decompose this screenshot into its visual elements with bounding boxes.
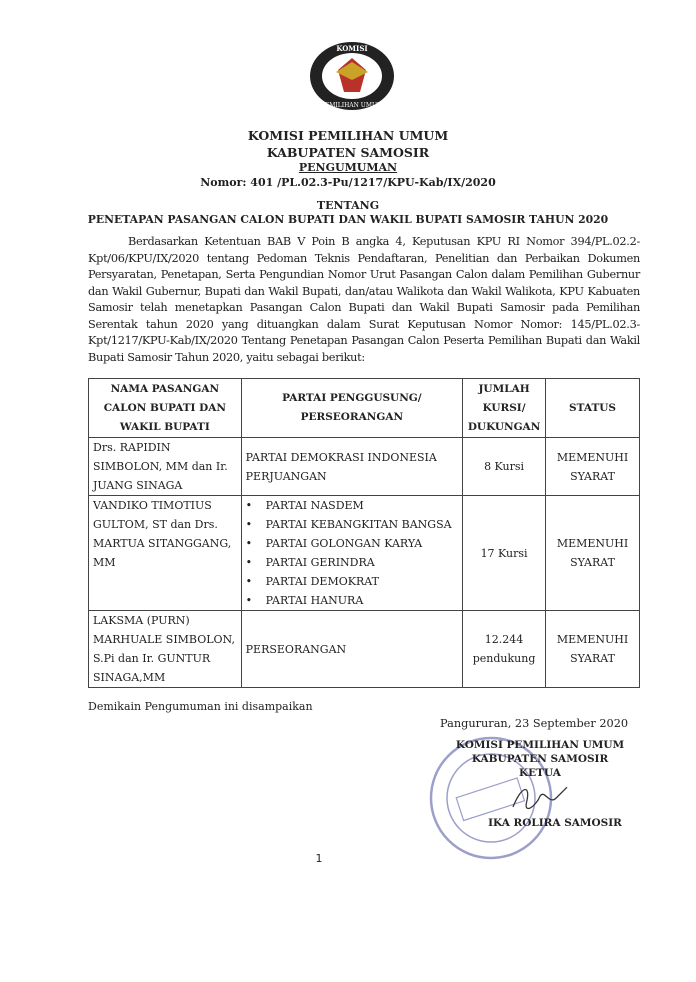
candidate-name: LAKSMA (PURN) MARHUALE SIMBOLON, S.Pi dan Ir. GUNTUR SINAGA,MM <box>89 611 242 688</box>
header-status: STATUS <box>546 379 640 438</box>
subject-title: PENETAPAN PASANGAN CALON BUPATI DAN WAKIL BUPATI SAMOSIR TAHUN 2020 <box>87 213 609 226</box>
place-date: Pangururan, 23 September 2020 <box>440 717 629 730</box>
status-cell: MEMENUHI SYARAT <box>546 611 640 688</box>
sign-org: KOMISI PEMILIHAN UMUM <box>455 739 625 751</box>
party-item: • PARTAI DEMOKRAT <box>246 572 458 591</box>
count-cell: 8 Kursi <box>463 438 546 496</box>
party-item: • PARTAI GERINDRA <box>246 553 458 572</box>
status-cell: MEMENUHI SYARAT <box>546 438 640 496</box>
party-item: • PARTAI NASDEM <box>246 496 458 515</box>
sign-role: KETUA <box>519 767 561 779</box>
closing-text: Demikain Pengumuman ini disampaikan <box>88 700 313 713</box>
signer-name: IKA ROLIRA SAMOSIR <box>488 817 622 829</box>
page-number: 1 <box>315 852 323 865</box>
party-cell <box>241 496 462 611</box>
status-cell: MEMENUHI SYARAT <box>546 496 640 611</box>
table-row <box>89 496 640 611</box>
header-name: NAMA PASANGAN CALON BUPATI DAN WAKIL BUPATI <box>89 379 242 438</box>
svg-text:PEMILIHAN UMUM: PEMILIHAN UMUM <box>320 102 384 109</box>
candidate-name: VANDIKO TIMOTIUS GULTOM, ST dan Drs. MARTUA SITANGGANG, MM <box>89 496 242 611</box>
party-list <box>246 496 458 610</box>
party-item: • PARTAI KEBANGKITAN BANGSA <box>246 515 458 534</box>
count-cell: 12.244 pendukung <box>463 611 546 688</box>
doc-type: PENGUMUMAN <box>298 161 398 174</box>
header-party: PARTAI PENGGUSUNG/ PERSEORANGAN <box>241 379 462 438</box>
document-body <box>88 234 640 865</box>
header-count: JUMLAH KURSI/ DUKUNGAN <box>463 379 546 438</box>
region-name: KABUPATEN SAMOSIR <box>266 145 430 160</box>
org-name: KOMISI PEMILIHAN UMUM <box>247 128 449 143</box>
kpu-logo <box>308 40 396 112</box>
party-item: • PARTAI GOLONGAN KARYA <box>246 534 458 553</box>
table-header-row <box>89 379 640 438</box>
candidates-table <box>88 378 640 688</box>
intro-paragraph: Berdasarkan Ketentuan BAB V Poin B angka 4, Keputusan KPU RI Nomor 394/PL.02.2-Kpt/06/KPU/IX/2020 tentang Pedoman Teknis Pendaftaran, Penelitian dan Perbaikan Dokumen Persyaratan, Penetapan, Serta Pengundian Nomor Urut Pasangan Calon dalam Pemilihan Gubernur dan Wakil Gubernur, Bupati dan Wakil Bupati, dan/atau Walikota dan Wakil Walikota, KPU Kabuaten Samosir telah menetapkan Pasangan Calon Bupati dan Wakil Bupati Samosir pada Pemilihan Serentak tahun 2020 yang dituangkan dalam Surat Keputusan Nomor Nomor: 145/PL.02.3-Kpt/1217/KPU-Kab/IX/2020 Tentang Penetapan Pasangan Calon Peserta Pemilihan Bupati dan Wakil Bupati Samosir Tahun 2020, yaitu sebagai berikut: <box>88 235 640 364</box>
party-cell: PERSEORANGAN <box>241 611 462 688</box>
party-cell: PARTAI DEMOKRASI INDONESIA PERJUANGAN <box>241 438 462 496</box>
table-row <box>89 438 640 496</box>
count-cell: 17 Kursi <box>463 496 546 611</box>
about-label: TENTANG <box>316 199 380 212</box>
party-item: • PARTAI HANURA <box>246 591 458 610</box>
doc-number: Nomor: 401 /PL.02.3-Pu/1217/KPU-Kab/IX/2020 <box>200 176 496 189</box>
candidate-name: Drs. RAPIDIN SIMBOLON, MM dan Ir. JUANG SINAGA <box>89 438 242 496</box>
table-row <box>89 611 640 688</box>
signature-block <box>440 717 640 830</box>
svg-text:KOMISI: KOMISI <box>336 44 368 53</box>
sign-region: KABUPATEN SAMOSIR <box>471 753 609 765</box>
handwritten-signature <box>440 780 640 816</box>
